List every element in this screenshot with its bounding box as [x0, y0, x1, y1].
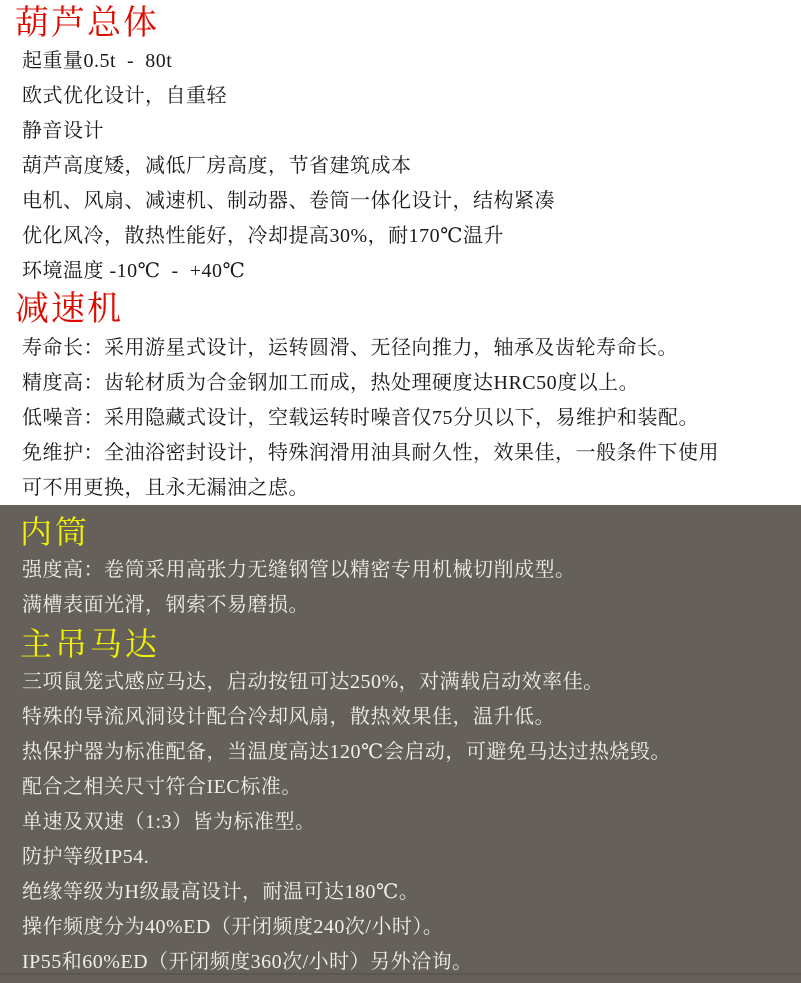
spec-line-integrated-design: 电机、风扇、减速机、制动器、卷筒一体化设计，结构紧凑	[22, 190, 555, 212]
section-heading-hoist-overall: 葫芦总体	[15, 5, 159, 42]
spec-line-duty-cycle: 操作频度分为40%ED（开闭频度240次/小时）。	[22, 916, 444, 938]
spec-line-high-precision: 精度高：齿轮材质为合金钢加工而成，热处理硬度达HRC50度以上。	[22, 372, 640, 394]
spec-line-smooth-groove: 满槽表面光滑，钢索不易磨损。	[22, 594, 309, 616]
spec-line-air-cooling: 优化风冷，散热性能好，冷却提高30%，耐170℃温升	[22, 225, 505, 247]
spec-line-single-dual-speed: 单速及双速（1:3）皆为标准型。	[22, 811, 316, 833]
spec-line-silent-design: 静音设计	[22, 120, 104, 142]
spec-line-insulation-class: 绝缘等级为H级最高设计，耐温可达180℃。	[22, 881, 420, 903]
section-heading-reducer: 减速机	[15, 291, 123, 328]
spec-line-optional-duty: IP55和60%ED（开闭频度360次/小时）另外洽询。	[22, 951, 473, 973]
spec-line-squirrel-cage-motor: 三项鼠笼式感应马达，启动按钮可达250%，对满载启动效率佳。	[22, 671, 604, 693]
spec-line-maintenance-free-cont: 可不用更换，且永无漏油之虑。	[22, 477, 309, 499]
spec-line-maintenance-free: 免维护：全油浴密封设计，特殊润滑用油具耐久性，效果佳，一般条件下使用	[22, 442, 719, 464]
spec-line-low-noise: 低噪音：采用隐藏式设计，空载运转时噪音仅75分贝以下，易维护和装配。	[22, 407, 699, 429]
section-heading-main-hoist-motor: 主吊马达	[20, 626, 161, 662]
spec-line-thermal-protector: 热保护器为标准配备，当温度高达120℃会启动，可避免马达过热烧毁。	[22, 741, 671, 763]
section-dark-specs	[0, 505, 801, 983]
spec-line-lifting-capacity: 起重量0.5t - 80t	[22, 50, 173, 72]
spec-line-cooling-fan: 特殊的导流风洞设计配合冷却风扇，散热效果佳，温升低。	[22, 706, 555, 728]
spec-line-long-life: 寿命长：采用游星式设计，运转圆滑、无径向推力，轴承及齿轮寿命长。	[22, 337, 678, 359]
section-heading-inner-drum: 内筒	[20, 514, 91, 550]
spec-line-protection-class: 防护等级IP54.	[22, 846, 150, 868]
spec-line-low-height: 葫芦高度矮，减低厂房高度，节省建筑成本	[22, 155, 412, 177]
spec-line-euro-design: 欧式优化设计，自重轻	[22, 85, 227, 107]
bottom-divider	[0, 973, 801, 975]
spec-line-high-strength: 强度高：卷筒采用高张力无缝钢管以精密专用机械切削成型。	[22, 559, 576, 581]
spec-line-iec-standard: 配合之相关尺寸符合IEC标准。	[22, 776, 302, 798]
spec-line-ambient-temp: 环境温度 -10℃ - +40℃	[22, 260, 246, 282]
